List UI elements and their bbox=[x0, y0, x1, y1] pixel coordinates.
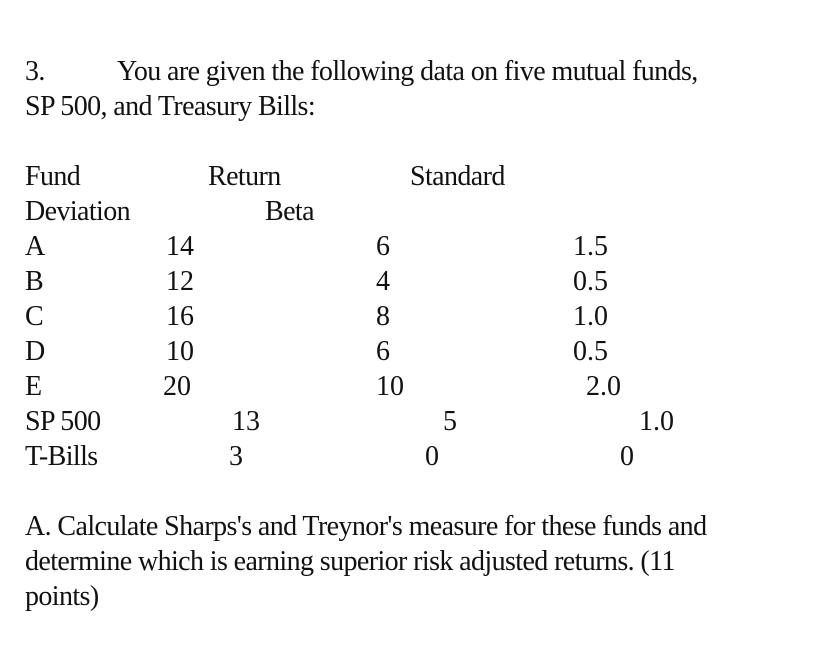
row-d-fund: D bbox=[25, 336, 46, 367]
row-b-beta: 0.5 bbox=[573, 266, 608, 297]
row-c-beta: 1.0 bbox=[573, 301, 608, 332]
header-beta: Beta bbox=[265, 196, 314, 227]
row-e-beta: 2.0 bbox=[586, 371, 621, 402]
row-a-beta: 1.5 bbox=[573, 231, 608, 262]
question-intro-line-1: You are given the following data on five mutual funds, bbox=[117, 56, 698, 87]
row-c-std-dev: 8 bbox=[376, 301, 390, 332]
row-b-fund: B bbox=[25, 266, 44, 297]
row-a-return: 14 bbox=[166, 231, 194, 262]
row-d-beta: 0.5 bbox=[573, 336, 608, 367]
row-d-std-dev: 6 bbox=[376, 336, 390, 367]
row-c-fund: C bbox=[25, 301, 44, 332]
row-sp500-beta: 1.0 bbox=[639, 406, 674, 437]
row-tbills-return: 3 bbox=[229, 441, 243, 472]
row-b-std-dev: 4 bbox=[376, 266, 390, 297]
question-number: 3. bbox=[25, 56, 45, 87]
row-a-std-dev: 6 bbox=[376, 231, 390, 262]
row-e-std-dev: 10 bbox=[376, 371, 404, 402]
row-a-fund: A bbox=[25, 231, 46, 262]
header-standard: Standard bbox=[410, 161, 505, 192]
header-return: Return bbox=[208, 161, 281, 192]
question-intro-line-2: SP 500, and Treasury Bills: bbox=[25, 91, 316, 122]
row-d-return: 10 bbox=[166, 336, 194, 367]
header-deviation: Deviation bbox=[25, 196, 131, 227]
row-sp500-return: 13 bbox=[232, 406, 260, 437]
row-e-return: 20 bbox=[163, 371, 191, 402]
row-c-return: 16 bbox=[166, 301, 194, 332]
row-sp500-fund: SP 500 bbox=[25, 406, 101, 437]
part-a-line-1: A. Calculate Sharps's and Treynor's measure for these funds and bbox=[25, 511, 707, 542]
part-a-line-3: points) bbox=[25, 581, 99, 612]
row-e-fund: E bbox=[25, 371, 43, 402]
header-fund: Fund bbox=[25, 161, 81, 192]
row-tbills-fund: T-Bills bbox=[25, 441, 98, 472]
row-tbills-std-dev: 0 bbox=[425, 441, 439, 472]
row-tbills-beta: 0 bbox=[620, 441, 634, 472]
row-b-return: 12 bbox=[166, 266, 194, 297]
row-sp500-std-dev: 5 bbox=[443, 406, 457, 437]
part-a-line-2: determine which is earning superior risk adjusted returns. (11 bbox=[25, 546, 675, 577]
